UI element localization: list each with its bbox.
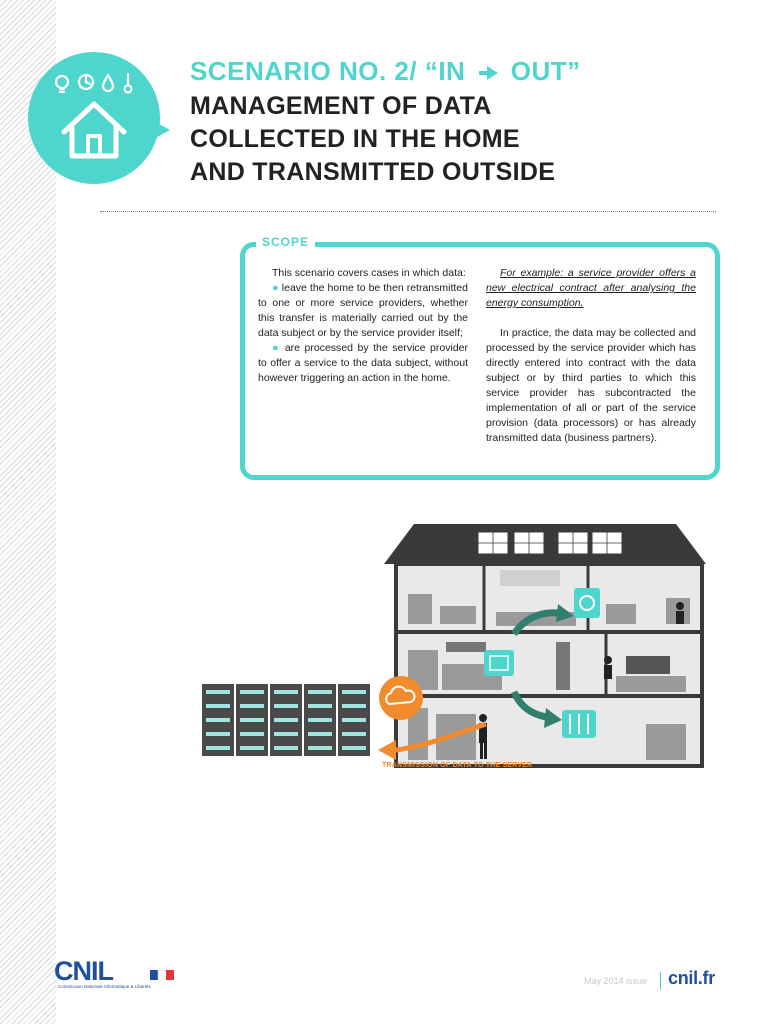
smart-meter-icon	[574, 588, 600, 618]
svg-text:CNIL: CNIL	[54, 956, 113, 986]
bubble-icons	[28, 52, 160, 184]
arrow-right-icon	[477, 64, 499, 82]
server-rack	[202, 684, 370, 756]
roof	[384, 524, 706, 564]
scope-bullet: ● leave the home to be then retransmitted to one or more service providers, whether this transfer is materially carried out by the data subject or by the service provider itself;	[258, 282, 468, 339]
page-title-line: COLLECTED IN THE HOME	[190, 125, 520, 153]
house-illustration	[196, 524, 706, 784]
dotted-divider	[100, 211, 716, 212]
transmission-arrow-head	[378, 740, 396, 760]
thermometer-icon	[125, 74, 132, 93]
drop-icon	[103, 75, 113, 91]
clock-icon	[79, 75, 93, 89]
thermostat-icon	[484, 650, 514, 676]
logo-subtitle: Commission Nationale Informatique & Libertés	[58, 984, 151, 989]
scope-example: For example: a service provider offers a new electrical contract after analysing the energy consumption.	[486, 267, 696, 309]
house-icon	[64, 104, 124, 156]
scope-bullet: ● are processed by the service provider to offer a service to the data subject, without however triggering an action in the home.	[258, 342, 468, 384]
scope-label: SCOPE	[256, 235, 315, 249]
illustration-caption: TRANSMISSION OF DATA TO THE SERVER	[382, 762, 533, 769]
scenario-title	[190, 56, 750, 86]
scope-left-column	[258, 266, 468, 386]
scope-right-column	[486, 266, 696, 446]
bullet-dot-icon: ●	[272, 282, 279, 294]
scenario-title-part2: OUT”	[510, 56, 581, 86]
site-link[interactable]: cnil.fr	[668, 968, 715, 988]
page-title-line: MANAGEMENT OF DATA	[190, 92, 492, 120]
page-title-line: AND TRANSMITTED OUTSIDE	[190, 158, 556, 186]
scope-practice-paragraph: In practice, the data may be collected and processed by the service provider which has directly entered into contract with the data subject or by third parties to which this service provider has subcontracted the implementation of all or part of the service provision (data processors) or has already transmitted data (business partners).	[486, 327, 696, 444]
lightbulb-icon	[56, 76, 68, 92]
footer-separator	[660, 972, 661, 990]
scenario-title-part1: SCENARIO NO. 2/ “IN	[190, 56, 466, 86]
bullet-dot-icon: ●	[272, 342, 281, 354]
issue-date: May 2014 issue	[584, 976, 648, 986]
page-title	[190, 90, 750, 189]
scope-intro: This scenario covers cases in which data:	[272, 267, 466, 279]
title-block	[190, 56, 750, 189]
